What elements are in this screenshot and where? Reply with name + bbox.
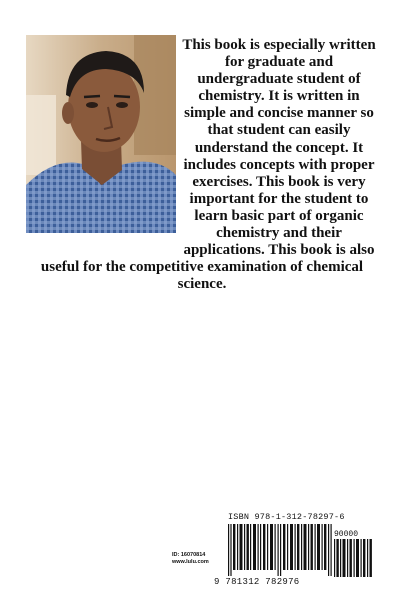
book-description-text: This book is especially written for graduate and undergraduate student of chemistry. It is written in simple and concise manner so that student can easily understand the concept. It includes concepts with proper exercises. This book is very important for the student to learn basic part of organic chemistry and their applications. This book is also useful for the competitive examination of chemical science.	[40, 37, 376, 293]
publisher-id-block	[172, 552, 209, 566]
publisher-site: www.lulu.com	[172, 559, 209, 565]
barcode-digits: 9 781312 782976	[214, 577, 300, 587]
photo-spacer	[26, 37, 180, 257]
barcode-bars-icon	[228, 524, 332, 576]
price-code: 90000	[334, 530, 359, 539]
price-barcode-bars-icon	[334, 539, 372, 577]
isbn-label: ISBN 978-1-312-78297-6	[228, 512, 345, 522]
isbn-barcode	[172, 512, 374, 590]
book-description	[26, 37, 378, 293]
publisher-id: ID: 16070814	[172, 552, 206, 558]
